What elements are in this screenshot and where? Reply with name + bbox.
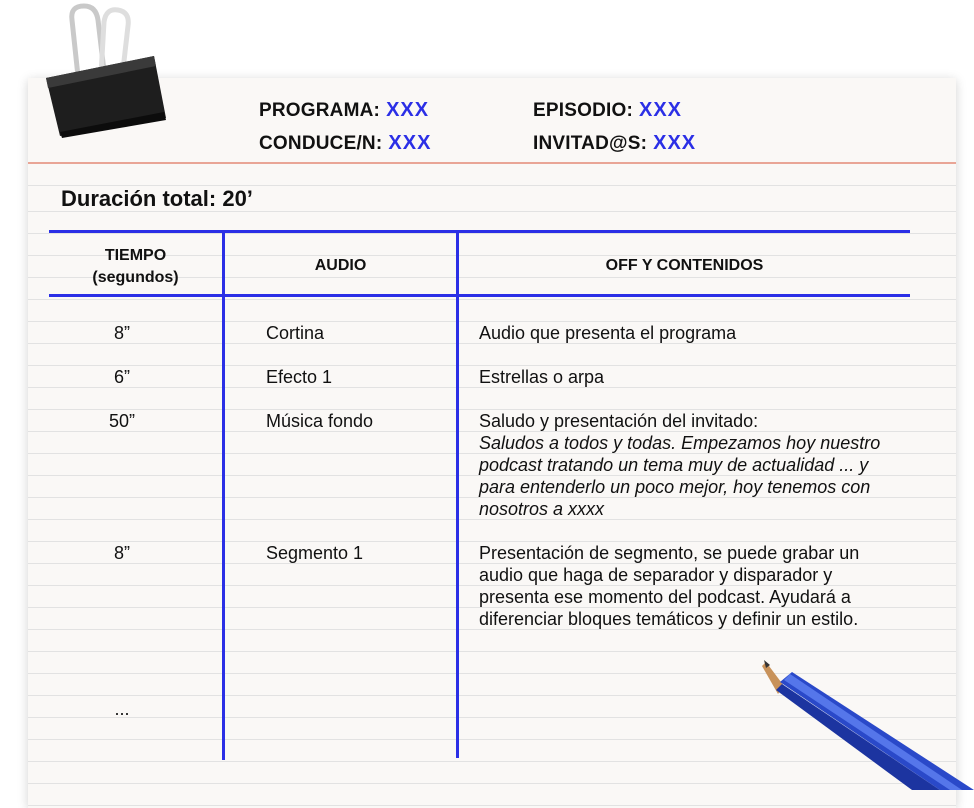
table-top-rule (49, 230, 910, 233)
programa-field (259, 99, 429, 122)
row1-audio: Cortina (266, 323, 325, 343)
conduce-value: XXX (388, 132, 432, 154)
row3-off-line2: podcast tratando un tema muy de actualidad ... y (479, 455, 869, 475)
row3-off-line3: para entenderlo un poco mejor, hoy tenemos con (479, 477, 871, 497)
row4-off-line4: diferenciar bloques temáticos y definir un estilo. (479, 609, 859, 629)
column-divider-2 (456, 230, 459, 758)
row1-tiempo: 8” (113, 323, 130, 343)
row4-off-line2: audio que haga de separador y disparador y (479, 565, 833, 585)
row2-off: Estrellas o arpa (479, 367, 605, 387)
row4-off-line3: presenta ese momento del podcast. Ayudará a (479, 587, 851, 607)
header-tiempo-line2: (segundos) (92, 269, 179, 286)
row2-audio: Efecto 1 (266, 367, 333, 387)
invitados-value: XXX (653, 132, 697, 154)
row2-tiempo: 6” (113, 367, 130, 387)
row3-off-line1: Saludos a todos y todas. Empezamos hoy nuestro (479, 433, 881, 453)
row1-off: Audio que presenta el programa (479, 323, 737, 343)
programa-label: PROGRAMA: (259, 100, 381, 121)
row3-off (479, 410, 929, 520)
invitados-field (533, 132, 696, 155)
row4-off-line1: Presentación de segmento, se puede grabar un (479, 543, 860, 563)
row5-tiempo: ... (114, 699, 130, 719)
header-tiempo-line1: TIEMPO (104, 247, 167, 264)
header-off: OFF Y CONTENIDOS (605, 257, 764, 274)
total-duration: Duración total: 20’ (61, 186, 253, 211)
table-header-rule (49, 294, 910, 297)
header-audio: AUDIO (314, 257, 367, 274)
pen-icon (740, 650, 974, 795)
conduce-label: CONDUCE/N: (259, 133, 383, 154)
episodio-value: XXX (638, 99, 683, 121)
episodio-label: EPISODIO: (533, 100, 633, 121)
row3-off-title: Saludo y presentación del invitado: (479, 411, 759, 431)
binder-clip-icon (36, 0, 176, 145)
conduce-field (259, 132, 431, 155)
header-rule (28, 162, 956, 164)
row4-tiempo: 8” (113, 543, 130, 563)
row3-tiempo: 50” (108, 411, 135, 431)
programa-value: XXX (386, 99, 430, 121)
row4-audio: Segmento 1 (266, 543, 364, 563)
episodio-field (533, 99, 682, 122)
row3-off-line4: nosotros a xxxx (479, 499, 605, 519)
row3-audio: Música fondo (266, 411, 374, 431)
row4-off (479, 542, 929, 630)
header-tiempo (49, 245, 222, 289)
column-divider-1 (222, 230, 225, 760)
invitados-label: INVITAD@S: (533, 133, 648, 154)
